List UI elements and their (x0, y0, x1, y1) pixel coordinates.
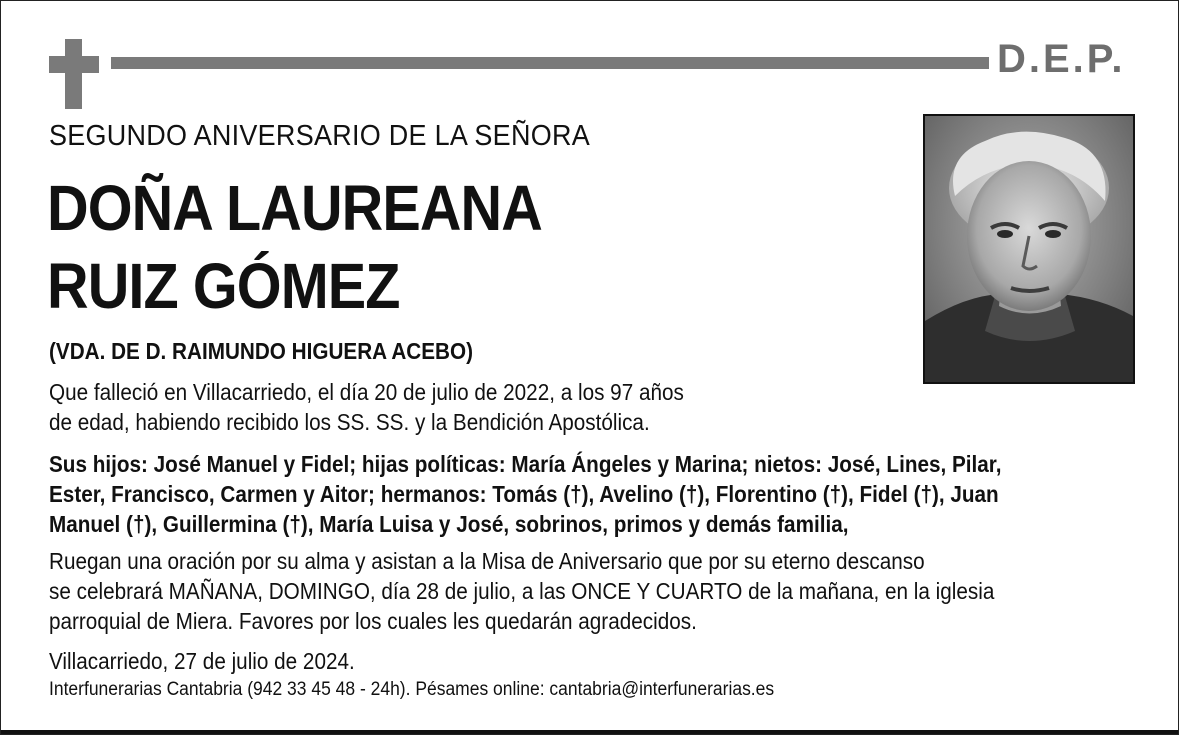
death-paragraph (49, 377, 684, 437)
family-paragraph (49, 449, 1001, 539)
mass-line: parroquial de Miera. Favores por los cuales les quedarán agradecidos. (49, 608, 697, 634)
anniversary-subtitle: SEGUNDO ANIVERSARIO DE LA SEÑORA (49, 120, 590, 152)
deceased-photo (923, 114, 1135, 384)
mass-paragraph (49, 546, 994, 636)
family-line: Sus hijos: José Manuel y Fidel; hijas políticas: María Ángeles y Marina; nietos: José, Lines, Pilar, (49, 451, 1002, 477)
deceased-name-line-1: DOÑA LAUREANA (47, 172, 542, 244)
dep-label: D.E.P. (997, 37, 1126, 81)
cross-icon (49, 39, 99, 109)
place-date (49, 646, 355, 676)
deceased-name (47, 169, 542, 325)
place-date-text: Villacarriedo, 27 de julio de 2024. (49, 648, 355, 674)
family-line: Manuel (†), Guillermina (†), María Luisa y José, sobrinos, primos y demás familia, (49, 511, 849, 537)
death-line: Que falleció en Villacarriedo, el día 20 de julio de 2022, a los 97 años (49, 379, 684, 405)
bottom-border-bar (1, 730, 1179, 735)
mass-line: se celebrará MAÑANA, DOMINGO, día 28 de julio, a las ONCE Y CUARTO de la mañana, en la iglesia (49, 578, 995, 604)
death-line: de edad, habiendo recibido los SS. SS. y la Bendición Apostólica. (49, 409, 650, 435)
funeral-home-contact: Interfunerarias Cantabria (942 33 45 48 - 24h). Pésames online: cantabria@interfunerarias.es (49, 679, 775, 700)
portrait-image (925, 116, 1133, 382)
header-rule (111, 57, 989, 69)
family-line: Ester, Francisco, Carmen y Aitor; hermanos: Tomás (†), Avelino (†), Florentino (†), Fidel (†), Juan (49, 481, 999, 507)
mass-line: Ruegan una oración por su alma y asistan a la Misa de Aniversario que por su eterno descanso (49, 548, 925, 574)
deceased-name-line-2: RUIZ GÓMEZ (47, 250, 400, 322)
widow-of-line: (VDA. DE D. RAIMUNDO HIGUERA ACEBO) (49, 338, 473, 364)
